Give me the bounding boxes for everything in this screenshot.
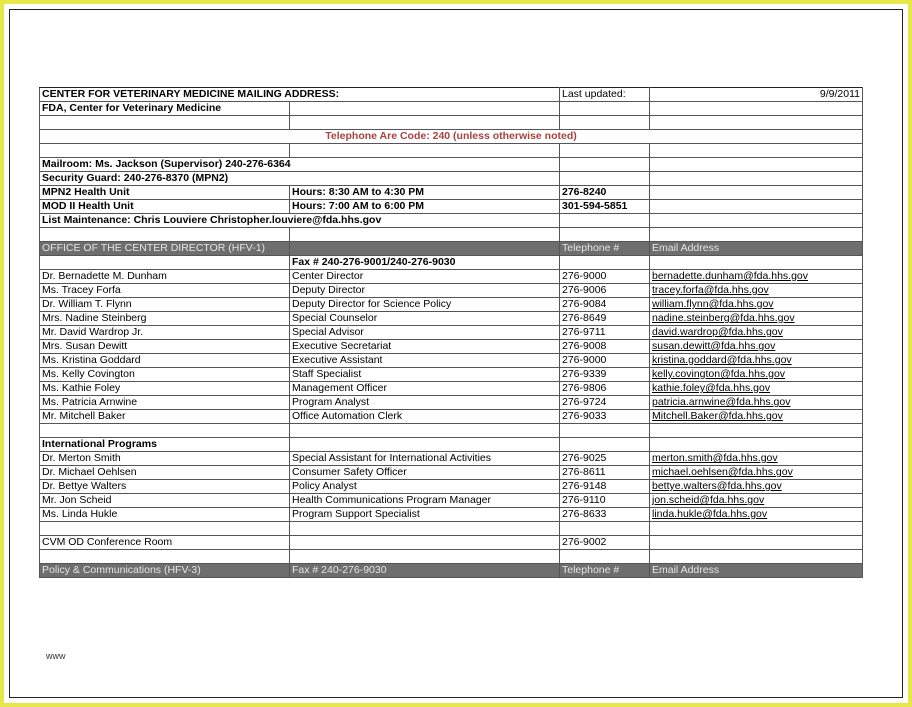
section-header-blank xyxy=(290,242,560,256)
mod2-hours: Hours: 7:00 AM to 6:00 PM xyxy=(290,200,560,214)
blank-row xyxy=(40,522,863,536)
person-title: Consumer Safety Officer xyxy=(290,466,560,480)
person-phone: 276-9000 xyxy=(560,270,650,284)
table-row xyxy=(40,396,863,410)
person-title: Management Officer xyxy=(290,382,560,396)
mailroom-info: Mailroom: Ms. Jackson (Supervisor) 240-276-6364 xyxy=(40,158,560,172)
person-title: Program Analyst xyxy=(290,396,560,410)
table-row xyxy=(40,368,863,382)
person-title: Special Counselor xyxy=(290,312,560,326)
person-name: Ms. Kelly Covington xyxy=(40,368,290,382)
person-email[interactable]: bettye.walters@fda.hhs.gov xyxy=(650,480,863,494)
blank-row xyxy=(40,550,863,564)
mpn2-phone: 276-8240 xyxy=(560,186,650,200)
person-name: Ms. Kristina Goddard xyxy=(40,354,290,368)
fda-row xyxy=(40,102,863,116)
person-email[interactable]: Mitchell.Baker@fda.hhs.gov xyxy=(650,410,863,424)
person-phone: 276-9025 xyxy=(560,452,650,466)
conference-phone: 276-9002 xyxy=(560,536,650,550)
person-name: Mr. David Wardrop Jr. xyxy=(40,326,290,340)
table-row xyxy=(40,326,863,340)
person-title: Special Assistant for International Activities xyxy=(290,452,560,466)
footer-mark: www xyxy=(46,651,66,661)
person-email[interactable]: jon.scheid@fda.hhs.gov xyxy=(650,494,863,508)
office-director-header xyxy=(40,242,863,256)
person-email[interactable]: patricia.arnwine@fda.hhs.gov xyxy=(650,396,863,410)
table-row xyxy=(40,410,863,424)
table-row xyxy=(40,340,863,354)
person-name: Mrs. Susan Dewitt xyxy=(40,340,290,354)
person-email[interactable]: david.wardrop@fda.hhs.gov xyxy=(650,326,863,340)
person-email[interactable]: merton.smith@fda.hhs.gov xyxy=(650,452,863,466)
person-name: Dr. Michael Oehlsen xyxy=(40,466,290,480)
mpn2-label: MPN2 Health Unit xyxy=(40,186,290,200)
mod2-phone: 301-594-5851 xyxy=(560,200,650,214)
person-title: Deputy Director for Science Policy xyxy=(290,298,560,312)
person-title: Center Director xyxy=(290,270,560,284)
sheet-title: CENTER FOR VETERINARY MEDICINE MAILING ADDRESS: xyxy=(40,88,560,102)
person-email[interactable]: kristina.goddard@fda.hhs.gov xyxy=(650,354,863,368)
security-row xyxy=(40,172,863,186)
international-rows xyxy=(40,452,863,522)
person-phone: 276-9806 xyxy=(560,382,650,396)
table-row xyxy=(40,508,863,522)
person-name: Ms. Linda Hukle xyxy=(40,508,290,522)
person-name: Dr. William T. Flynn xyxy=(40,298,290,312)
blank-row xyxy=(40,116,863,130)
person-title: Program Support Specialist xyxy=(290,508,560,522)
area-code-note: Telephone Are Code: 240 (unless otherwise noted) xyxy=(40,130,863,144)
person-name: Ms. Patricia Arnwine xyxy=(40,396,290,410)
table-row xyxy=(40,284,863,298)
person-phone: 276-9148 xyxy=(560,480,650,494)
blank-row xyxy=(40,424,863,438)
person-email[interactable]: tracey.forfa@fda.hhs.gov xyxy=(650,284,863,298)
person-name: Ms. Kathie Foley xyxy=(40,382,290,396)
policy-header-name: Policy & Communications (HFV-3) xyxy=(40,564,290,578)
person-phone: 276-8611 xyxy=(560,466,650,480)
title-row xyxy=(40,88,863,102)
fax-row xyxy=(40,256,863,270)
section-header-name: OFFICE OF THE CENTER DIRECTOR (HFV-1) xyxy=(40,242,290,256)
person-name: Dr. Bettye Walters xyxy=(40,480,290,494)
person-email[interactable]: susan.dewitt@fda.hhs.gov xyxy=(650,340,863,354)
person-phone: 276-9084 xyxy=(560,298,650,312)
person-email[interactable]: linda.hukle@fda.hhs.gov xyxy=(650,508,863,522)
last-updated-label: Last updated: xyxy=(560,88,650,102)
policy-header xyxy=(40,564,863,578)
person-email[interactable]: william.flynn@fda.hhs.gov xyxy=(650,298,863,312)
person-title: Office Automation Clerk xyxy=(290,410,560,424)
person-name: Dr. Bernadette M. Dunham xyxy=(40,270,290,284)
person-name: Mr. Jon Scheid xyxy=(40,494,290,508)
table-row xyxy=(40,452,863,466)
mpn2-row xyxy=(40,186,863,200)
person-phone: 276-9008 xyxy=(560,340,650,354)
list-maintenance: List Maintenance: Chris Louviere Christopher.louviere@fda.hhs.gov xyxy=(40,214,560,228)
person-title: Staff Specialist xyxy=(290,368,560,382)
person-phone: 276-8633 xyxy=(560,508,650,522)
fda-line: FDA, Center for Veterinary Medicine xyxy=(40,102,290,116)
person-email[interactable]: kelly.covington@fda.hhs.gov xyxy=(650,368,863,382)
mpn2-hours: Hours: 8:30 AM to 4:30 PM xyxy=(290,186,560,200)
table-row xyxy=(40,270,863,284)
person-phone: 276-9711 xyxy=(560,326,650,340)
table-row xyxy=(40,382,863,396)
international-heading-row xyxy=(40,438,863,452)
security-info: Security Guard: 240-276-8370 (MPN2) xyxy=(40,172,560,186)
table-row xyxy=(40,312,863,326)
directory-table xyxy=(39,87,863,578)
international-heading: International Programs xyxy=(40,438,290,452)
person-title: Special Advisor xyxy=(290,326,560,340)
person-name: Dr. Merton Smith xyxy=(40,452,290,466)
blank-row xyxy=(40,228,863,242)
table-row xyxy=(40,494,863,508)
person-title: Executive Secretariat xyxy=(290,340,560,354)
person-phone: 276-8649 xyxy=(560,312,650,326)
section-header-email: Email Address xyxy=(650,242,863,256)
table-row xyxy=(40,298,863,312)
table-row xyxy=(40,480,863,494)
person-email[interactable]: michael.oehlsen@fda.hhs.gov xyxy=(650,466,863,480)
person-email[interactable]: kathie.foley@fda.hhs.gov xyxy=(650,382,863,396)
person-phone: 276-9000 xyxy=(560,354,650,368)
mod2-row xyxy=(40,200,863,214)
person-title: Deputy Director xyxy=(290,284,560,298)
table-row xyxy=(40,466,863,480)
office-director-rows xyxy=(40,270,863,424)
conference-name: CVM OD Conference Room xyxy=(40,536,290,550)
policy-header-fax: Fax # 240-276-9030 xyxy=(290,564,560,578)
mod2-label: MOD II Health Unit xyxy=(40,200,290,214)
person-email[interactable]: bernadette.dunham@fda.hhs.gov xyxy=(650,270,863,284)
person-title: Policy Analyst xyxy=(290,480,560,494)
area-code-row xyxy=(40,130,863,144)
list-maintenance-row xyxy=(40,214,863,228)
person-phone: 276-9339 xyxy=(560,368,650,382)
policy-header-email: Email Address xyxy=(650,564,863,578)
person-email[interactable]: nadine.steinberg@fda.hhs.gov xyxy=(650,312,863,326)
person-phone: 276-9724 xyxy=(560,396,650,410)
table-row xyxy=(40,354,863,368)
mailroom-row xyxy=(40,158,863,172)
person-phone: 276-9110 xyxy=(560,494,650,508)
policy-header-phone: Telephone # xyxy=(560,564,650,578)
last-updated-value: 9/9/2011 xyxy=(650,88,863,102)
blank-row xyxy=(40,144,863,158)
conference-row xyxy=(40,536,863,550)
person-name: Mr. Mitchell Baker xyxy=(40,410,290,424)
person-title: Executive Assistant xyxy=(290,354,560,368)
person-name: Ms. Tracey Forfa xyxy=(40,284,290,298)
person-title: Health Communications Program Manager xyxy=(290,494,560,508)
fax-numbers: Fax # 240-276-9001/240-276-9030 xyxy=(290,256,560,270)
person-phone: 276-9006 xyxy=(560,284,650,298)
person-name: Mrs. Nadine Steinberg xyxy=(40,312,290,326)
section-header-phone: Telephone # xyxy=(560,242,650,256)
person-phone: 276-9033 xyxy=(560,410,650,424)
